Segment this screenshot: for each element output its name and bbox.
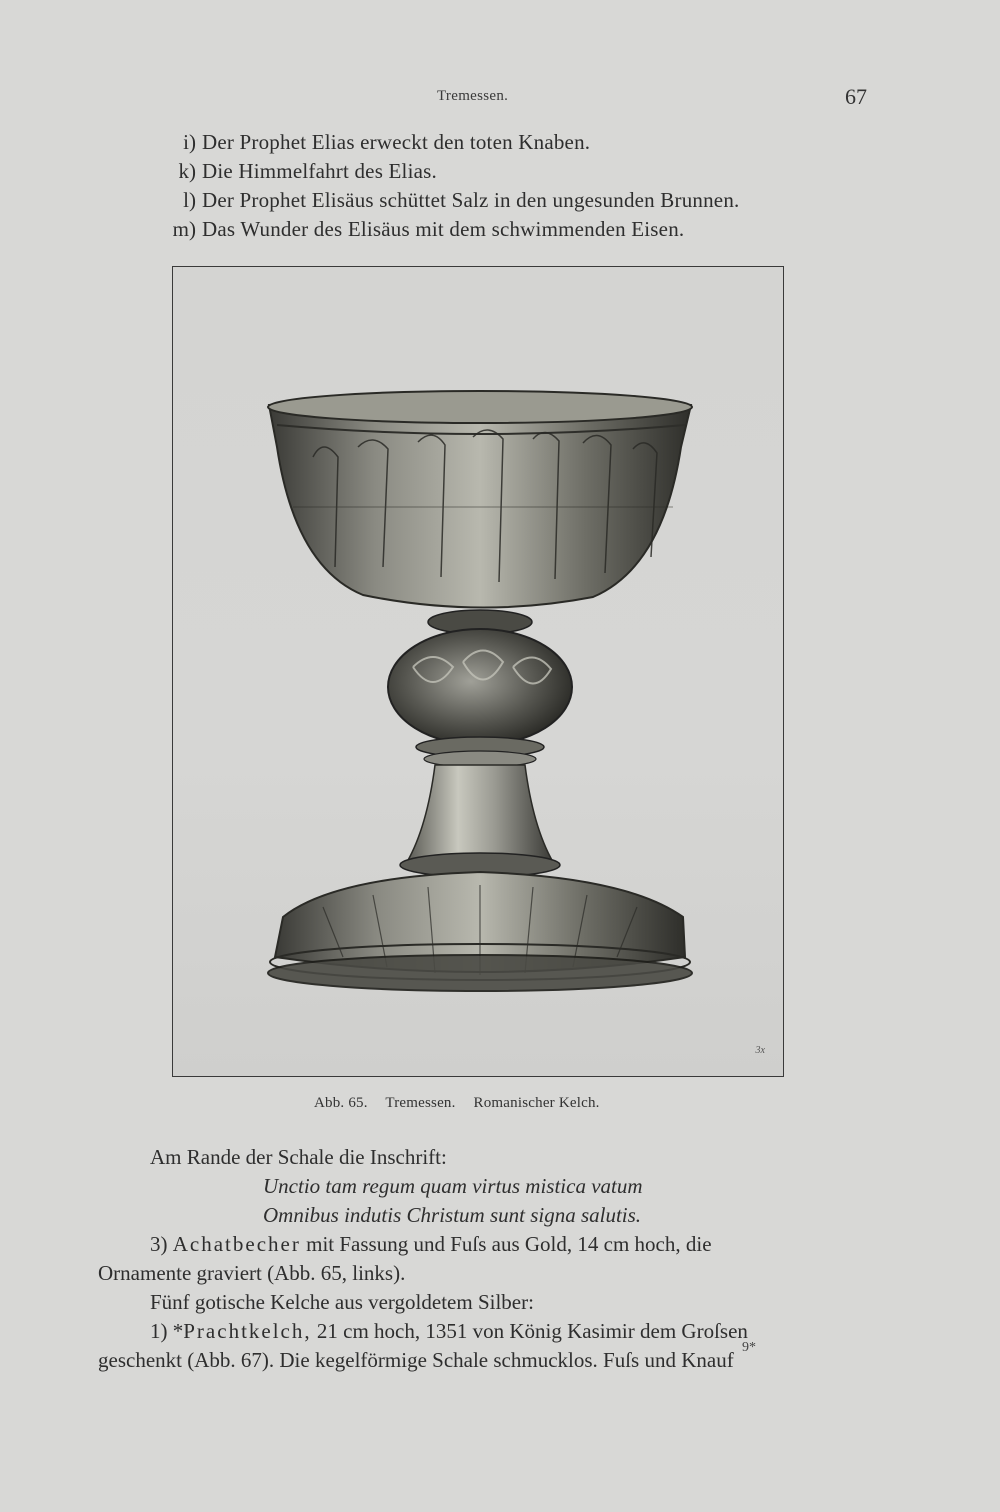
list-text: Der Prophet Elias erweckt den toten Knaben. [202,130,591,154]
list-marker: i) [183,130,196,154]
list-item [150,186,870,215]
item-term: Prachtkelch, [183,1319,312,1343]
inscription-verse-1: Unctio tam regum quam virtus mistica vatum [263,1174,643,1198]
list-item [150,128,870,157]
list-marker: l) [183,188,196,212]
caption-number: Abb. 65. [314,1095,368,1111]
gothic-chalices-heading: Fünf gotische Kelche aus vergoldetem Silber: [150,1290,534,1314]
paragraph-item-1-cont: geschenkt (Abb. 67). Die kegelförmige Schale schmucklos. Fuſs und Knauf [98,1348,734,1372]
running-header: Tremessen. [437,88,509,104]
list-marker: k) [178,159,196,183]
chalice-stem [407,765,553,862]
chalice-bowl [269,395,691,608]
list-item [150,215,870,244]
paragraph-item-3-cont: Ornamente graviert (Abb. 65, links). [98,1261,406,1285]
list-text: Der Prophet Elisäus schüttet Salz in den ungesunden Brunnen. [202,188,740,212]
caption-place: Tremessen. [385,1095,456,1111]
paragraph-item-3: 3) Achatbecher mit Fassung und Fuſs aus Gold, 14 cm hoch, die [150,1232,712,1256]
chalice-rim [268,391,692,423]
paragraph-item-1: 1) *Prachtkelch, 21 cm hoch, 1351 von König Kasimir dem Groſsen [150,1319,748,1343]
list-marker: m) [172,217,196,241]
chalice-knob [388,629,572,745]
list-text: Das Wunder des Elisäus mit dem schwimmenden Eisen. [202,217,685,241]
list-text: Die Himmelfahrt des Elias. [202,159,437,183]
inscription-verse-2: Omnibus indutis Christum sunt signa salutis. [263,1203,642,1227]
item-term: Achatbecher [172,1232,301,1256]
signature-mark: 9* [742,1340,756,1355]
page-number: 67 [845,84,867,109]
chalice-photograph [172,266,784,1077]
caption-title: Romanischer Kelch. [473,1095,600,1111]
list-item [150,157,870,186]
chalice-illustration [173,267,784,1077]
figure-caption [314,1095,614,1112]
scene-list [150,128,870,244]
inscription-intro: Am Rande der Schale die Inschrift: [150,1145,447,1169]
photo-corner-mark: 3x [755,1045,765,1056]
